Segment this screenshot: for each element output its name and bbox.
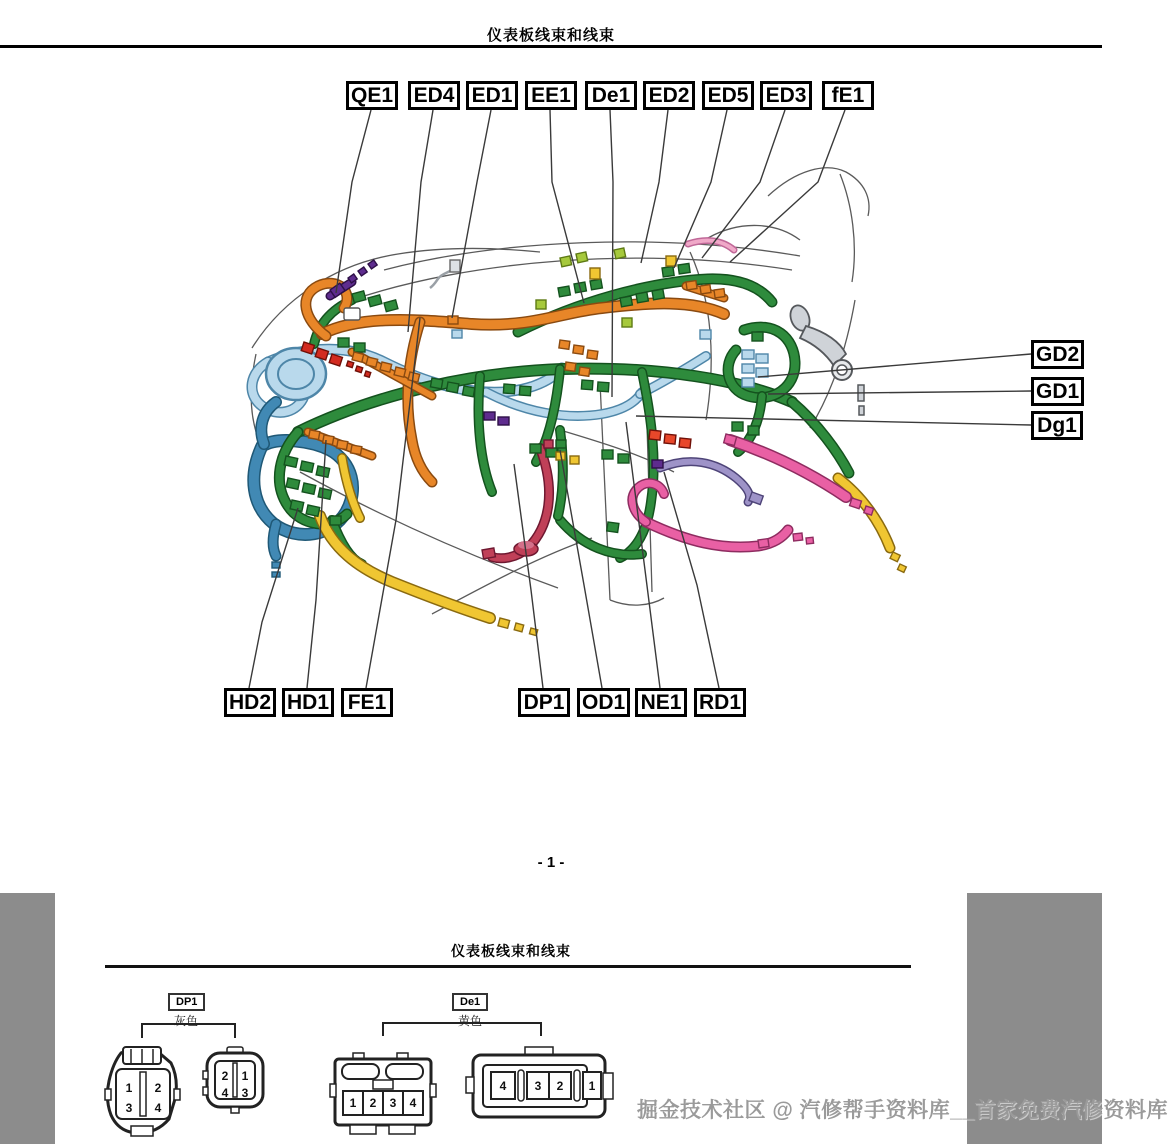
svg-text:4: 4: [154, 1101, 162, 1115]
sheet2-title: 仪表板线束和线束: [451, 943, 571, 959]
harness-wires: [252, 241, 890, 618]
callout-GD2: GD2: [1031, 340, 1084, 369]
connector-DP1-right: [203, 1047, 263, 1113]
connector-color-De1: 黄色: [457, 1014, 482, 1028]
svg-text:2: 2: [556, 1079, 564, 1093]
svg-text:2: 2: [369, 1096, 377, 1110]
bracket-DP1: [142, 1024, 235, 1038]
callout-HD1: HD1: [282, 688, 334, 717]
svg-text:4: 4: [221, 1086, 229, 1100]
svg-text:3: 3: [125, 1101, 133, 1115]
watermark-text: 掘金技术社区 @ 汽修帮手资料库__首家免费汽修资料库: [637, 1099, 1168, 1122]
svg-text:1: 1: [241, 1069, 249, 1083]
callout-NE1: NE1: [635, 688, 687, 717]
callout-RD1: RD1: [694, 688, 746, 717]
svg-text:4: 4: [409, 1096, 417, 1110]
callout-FE1: FE1: [341, 688, 393, 717]
connector-De1-right: [466, 1047, 613, 1117]
callout-ED3: ED3: [760, 81, 812, 110]
callout-De1: De1: [585, 81, 637, 110]
callout-QE1: QE1: [346, 81, 398, 110]
callout-GD1: GD1: [1031, 377, 1084, 406]
bracket-De1: [383, 1023, 541, 1036]
svg-text:1: 1: [125, 1081, 133, 1095]
callout-Dg1: Dg1: [1031, 411, 1083, 440]
svg-text:2: 2: [221, 1069, 229, 1083]
connector-DP1-left: [105, 1047, 180, 1136]
connector-De1-left: [330, 1053, 436, 1134]
callout-ED4: ED4: [408, 81, 460, 110]
callout-DP1: DP1: [518, 688, 570, 717]
connector-id-DP1: DP1: [168, 993, 205, 1011]
page-title: 仪表板线束和线束: [486, 27, 615, 44]
page-number: - 1 -: [537, 854, 565, 871]
svg-text:3: 3: [241, 1086, 249, 1100]
svg-text:2: 2: [154, 1081, 162, 1095]
callout-ED5: ED5: [702, 81, 754, 110]
svg-text:3: 3: [389, 1096, 397, 1110]
callout-EE1: EE1: [525, 81, 577, 110]
callout-ED2: ED2: [643, 81, 695, 110]
svg-text:3: 3: [534, 1079, 542, 1093]
svg-text:1: 1: [588, 1079, 596, 1093]
callout-fE1: fE1: [822, 81, 874, 110]
callout-ED1: ED1: [466, 81, 518, 110]
svg-text:1: 1: [349, 1096, 357, 1110]
callout-HD2: HD2: [224, 688, 276, 717]
callout-OD1: OD1: [577, 688, 630, 717]
connector-id-De1: De1: [452, 993, 488, 1011]
connector-color-DP1: 灰色: [173, 1014, 198, 1028]
svg-text:4: 4: [499, 1079, 507, 1093]
